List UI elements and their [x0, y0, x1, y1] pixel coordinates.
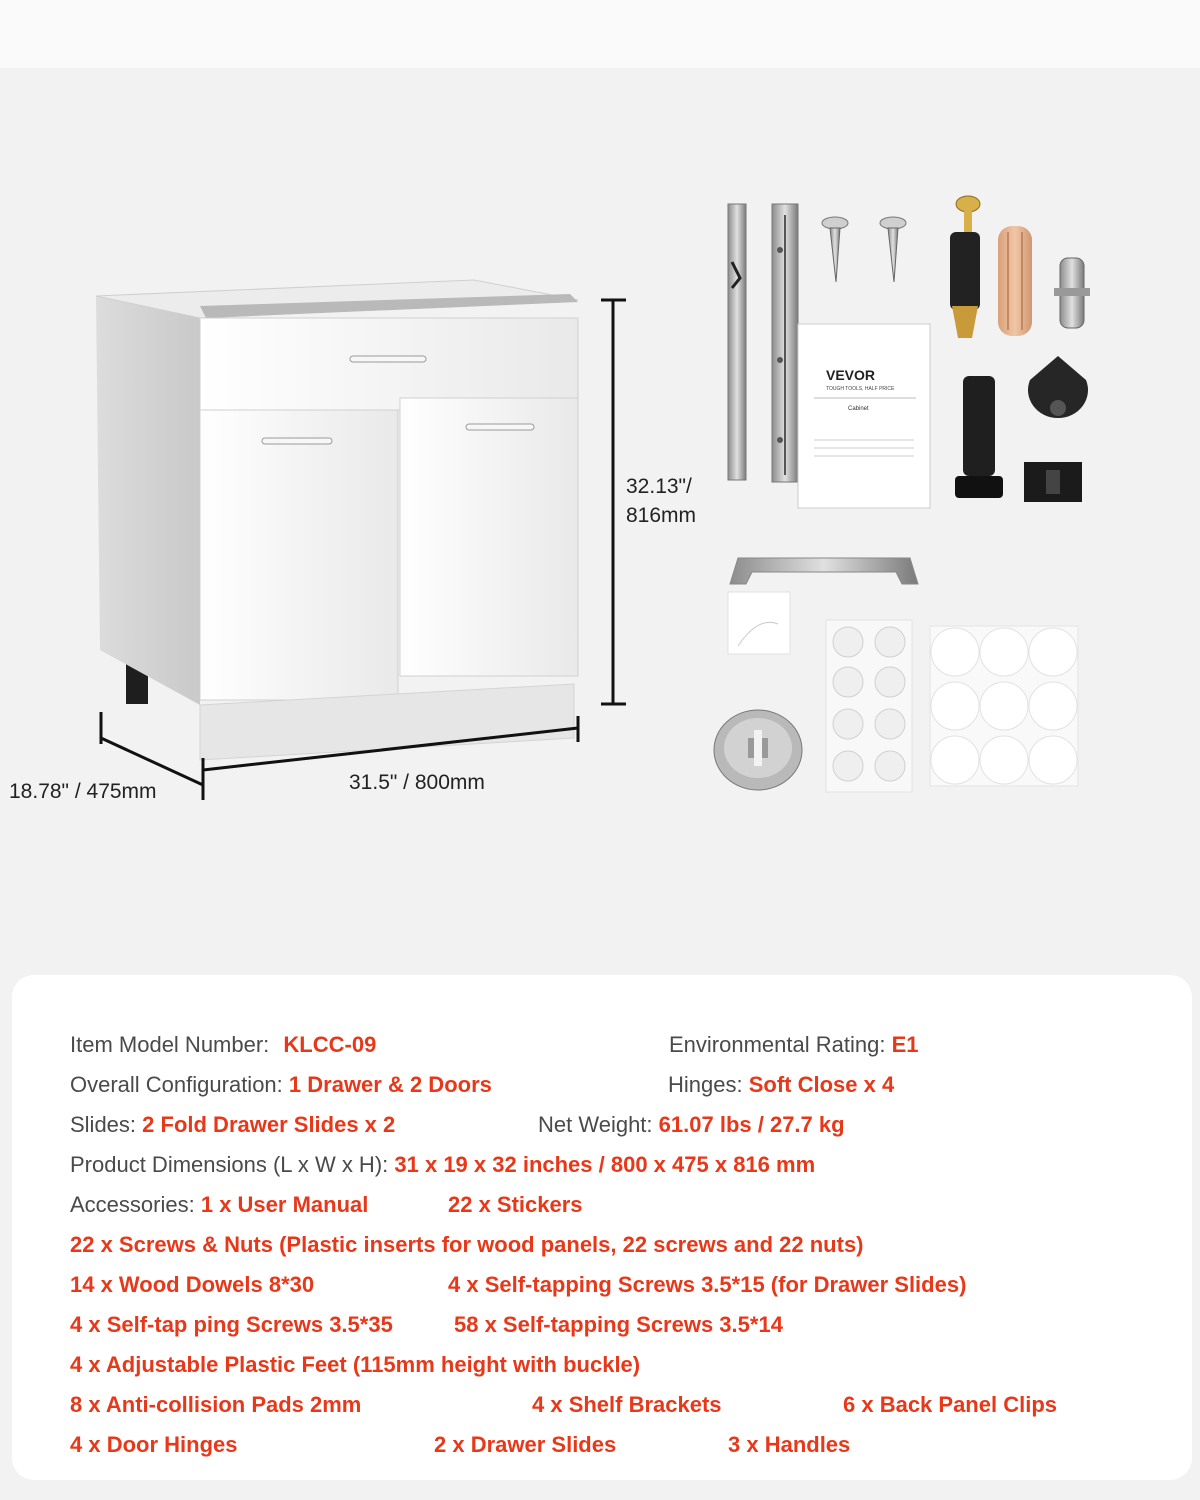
width-dimension: 31.5" / 800mm [349, 771, 485, 794]
configuration-row [70, 1070, 492, 1100]
accessory-item: 2 x Drawer Slides [434, 1432, 617, 1457]
back-panel-clip [1028, 356, 1088, 418]
environmental-row [669, 1030, 919, 1060]
specs-card [12, 975, 1192, 1480]
left-door [200, 410, 398, 700]
environmental-label: Environmental Rating: [669, 1032, 886, 1057]
accessory-item: 14 x Wood Dowels 8*30 [70, 1272, 315, 1297]
model-label: Item Model Number: [70, 1032, 270, 1057]
weight-label: Net Weight: [538, 1112, 653, 1137]
dimensions-value: 31 x 19 x 32 inches / 800 x 475 x 816 mm [394, 1152, 816, 1177]
anti-collision-pads [826, 620, 912, 792]
right-door [400, 398, 578, 676]
accessory-item: 22 x Screws & Nuts (Plastic inserts for wood panels, 22 screws and 22 nuts) [70, 1232, 864, 1257]
hinges-row [668, 1070, 894, 1100]
model-value: KLCC-09 [283, 1032, 377, 1057]
slides-value: 2 Fold Drawer Slides x 2 [142, 1112, 396, 1137]
wood-dowel [998, 226, 1032, 336]
dimensions-row [70, 1150, 815, 1180]
height-dimension-mm: 816mm [626, 504, 697, 527]
drawer-slides [728, 204, 798, 482]
weight-row [538, 1110, 845, 1140]
depth-dimension: 18.78" / 475mm [9, 780, 157, 803]
height-dimension [626, 472, 696, 530]
cabinet-side-panel [96, 296, 200, 705]
accessory-item: 22 x Stickers [448, 1192, 583, 1217]
door-hinge [1024, 462, 1082, 502]
accessory-item: 3 x Handles [728, 1432, 851, 1457]
accessories-label: Accessories: [70, 1192, 195, 1217]
model-row [70, 1030, 376, 1060]
manual-brand: VEVOR [826, 367, 876, 383]
configuration-value: 1 Drawer & 2 Doors [288, 1072, 492, 1097]
weight-value: 61.07 lbs / 27.7 kg [658, 1112, 845, 1137]
accessories-row [70, 1190, 368, 1220]
stickers-sheet [930, 626, 1078, 786]
slides-label: Slides: [70, 1112, 137, 1137]
adjustable-plastic-foot [955, 376, 1003, 498]
user-manual [798, 324, 930, 508]
accessory-item: 4 x Shelf Brackets [532, 1392, 722, 1417]
accessory-item: 4 x Adjustable Plastic Feet (115mm height with buckle) [70, 1352, 641, 1377]
accessory-item: 8 x Anti-collision Pads 2mm [70, 1392, 362, 1417]
drawer-front [200, 318, 578, 410]
slides-row [70, 1110, 395, 1140]
self-tapping-screws [822, 217, 906, 282]
hinges-label: Hinges: [668, 1072, 743, 1097]
dimensions-label: Product Dimensions (L x W x H): [70, 1152, 389, 1177]
manual-title: Cabinet [848, 406, 869, 412]
configuration-label: Overall Configuration: [70, 1072, 283, 1097]
cabinet-handle [730, 558, 918, 584]
accessory-item: 6 x Back Panel Clips [843, 1392, 1057, 1417]
manual-tagline: TOUGH TOOLS, HALF PRICE [826, 386, 895, 392]
accessory-item: 1 x User Manual [200, 1192, 369, 1217]
accessory-item: 4 x Self-tapping Screws 3.5*15 (for Drawer Slides) [448, 1272, 967, 1297]
shelf-bracket [1054, 258, 1090, 328]
height-dimension-inches: 32.13"/ [626, 475, 692, 498]
screw-and-nut [950, 196, 980, 338]
accessory-item: 4 x Self-tap ping Screws 3.5*35 [70, 1312, 393, 1337]
hinges-value: Soft Close x 4 [748, 1072, 895, 1097]
cabinet-illustration [96, 280, 578, 760]
cam-lock [714, 710, 802, 790]
accessory-item: 58 x Self-tapping Screws 3.5*14 [454, 1312, 783, 1337]
environmental-value: E1 [891, 1032, 919, 1057]
accessory-item: 4 x Door Hinges [70, 1432, 238, 1457]
sticker [728, 592, 790, 654]
